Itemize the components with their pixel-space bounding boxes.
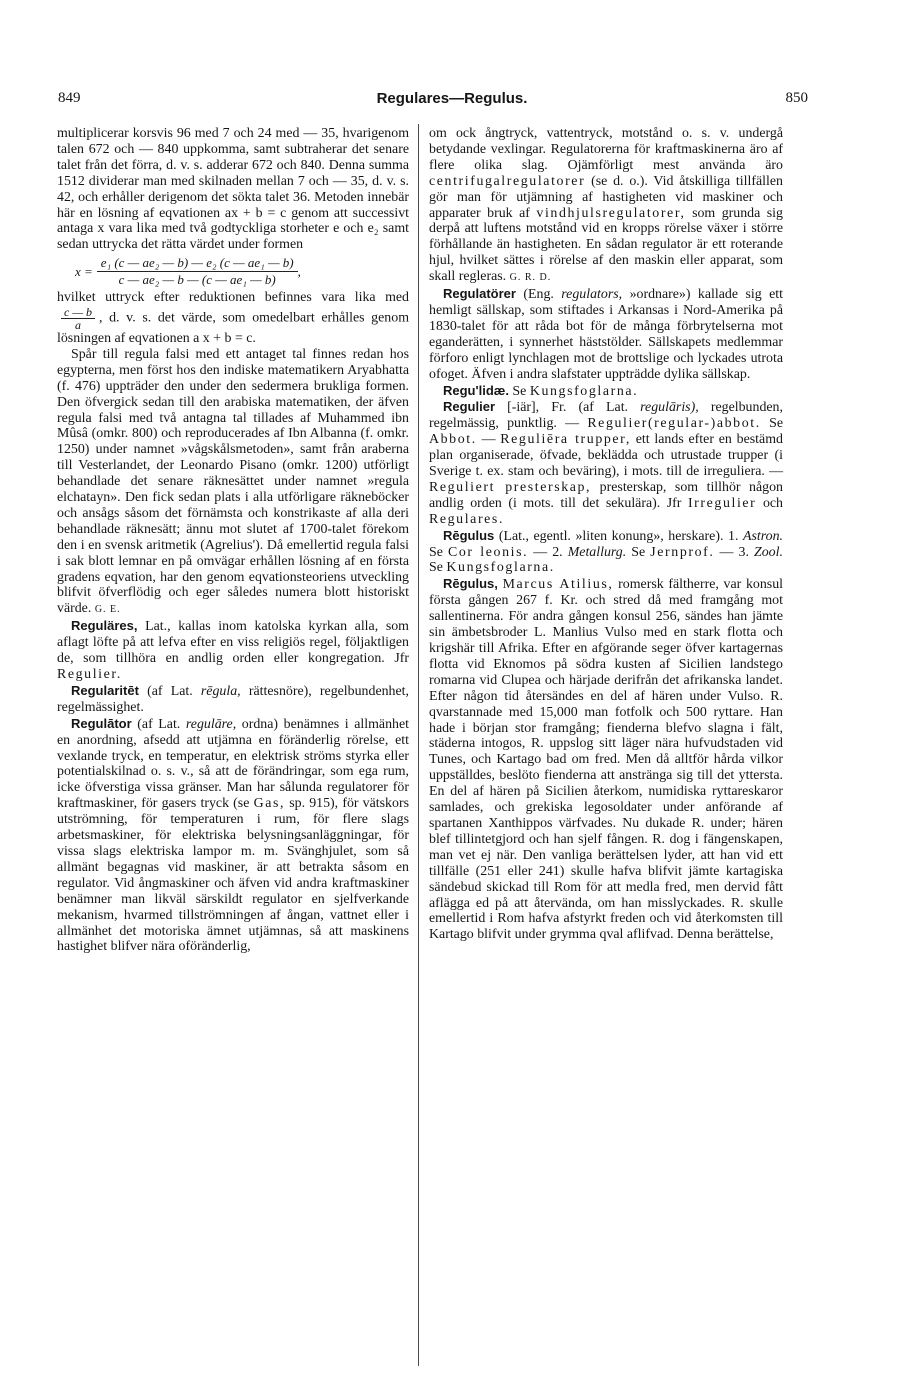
spaced-term: Reguliēra trupper,	[500, 432, 631, 448]
entry-text: Se	[429, 560, 443, 576]
latin-term: regulāris),	[640, 400, 699, 416]
spaced-term: Reguliert presterskap,	[429, 479, 592, 495]
regulator-continuation	[429, 126, 783, 286]
entry-text: och	[762, 495, 783, 511]
running-title: Regulares—Regulus.	[376, 90, 528, 107]
page-number-left: 849	[58, 90, 81, 106]
entry-text: sp. 915), för vätskors utströmning, för temperaturen i rum, för flere slags arbetsmaskiner, för elektriska belysningsanläggningar, för vissa slags elektriska lampor m. m. Svänghjulet, som så allmänt begagnas vid maskiner, är att betrakta såsom en regulator. Vid ångmaskiner och äfven vid andra kraftmaskiner benämner man likväl särskildt regulator en sjelfverkande mekanism, hvarmed tillströmningen af ångan, vattnet eller i allmänhet det motoriska ämnet utjämnas, så att maskinens hastighet blifver nära oföränderlig,	[57, 796, 409, 955]
entry-text: Se	[429, 544, 443, 560]
spaced-name: Marcus Atilius,	[502, 577, 614, 593]
entry-text: om ock ångtryck, vattentryck, motstånd o. s. v. undergå betydande vexlingar. Regulatorerna för kraftmaskinerna äro af flere olika slag. Ojämförligt mest använda äro	[429, 126, 783, 173]
author-signature: G. R. D.	[509, 272, 552, 284]
spaced-term: Regulier(regular-)abbot.	[587, 416, 761, 432]
formula-fraction	[97, 255, 298, 288]
entry-text: (af Lat.	[147, 683, 193, 699]
entry-regulier	[429, 399, 783, 527]
field-label: Astron.	[742, 528, 783, 544]
cross-reference: Irregulier	[687, 495, 757, 511]
latin-term: regulāre,	[185, 716, 237, 732]
headword: Reguläres,	[71, 618, 138, 634]
entry-text: Lat., kallas inom katolska kyrkan alla, som aflagt löfte på att lefva efter en viss religiös regel, följaktligen de, som tillhöra en andlig orden eller kongregation. Jfr	[57, 619, 409, 667]
entry-text: Se	[631, 544, 646, 560]
reduction-paragraph	[57, 290, 409, 347]
cross-reference: Gas,	[253, 796, 286, 812]
entry-regulares	[57, 618, 409, 683]
headword: Regulier	[443, 399, 496, 415]
entry-text: —	[481, 432, 496, 448]
entry-regulator	[57, 716, 409, 956]
entry-text: — 3.	[719, 544, 749, 560]
formula-lhs: x =	[75, 263, 93, 279]
inline-fraction	[61, 306, 95, 331]
entry-text: (Lat., egentl. »liten konung», herskare). 1.	[498, 528, 739, 544]
latin-term: rēgula,	[200, 683, 241, 699]
entry-text: presterskap, som tillhör någon andlig orden (i mots. till det sekulära). Jfr	[429, 479, 784, 511]
cross-reference: Cor leonis.	[447, 544, 529, 560]
headword: Regularitēt	[71, 682, 139, 698]
entry-text: rättesnöre), regelbundenhet, regelmässighet.	[57, 683, 410, 715]
cross-reference: Kungsfoglarna.	[529, 383, 639, 399]
reduction-text: hvilket uttryck efter reduktionen befinnes vara lika med	[57, 290, 409, 306]
entry-text: (se d. o.). Vid åtskilliga tillfällen gör man för utjämning af hastigheten vid maskiner och apparater bruk af	[429, 173, 783, 221]
field-label: Metallurg.	[567, 544, 627, 560]
history-paragraph	[57, 347, 409, 618]
cross-reference: Kungsfoglarna.	[446, 560, 555, 576]
inline-fraction-denominator: a	[75, 317, 81, 332]
column-divider	[418, 124, 419, 1366]
spaced-term: vindhjulsregulatorer,	[536, 205, 686, 221]
entry-text: regelbunden, regelmässig, punktlig. —	[429, 400, 783, 432]
page-number-right: 850	[785, 90, 808, 106]
entry-regulatorer	[429, 286, 783, 382]
entry-text: (Eng.	[523, 287, 554, 303]
cross-reference: Regulares.	[429, 511, 505, 527]
entry-text: som grunda sig derpå att luftens motstånd vid en kropps rörelse växer i större förhållande än hastigheten. En sådan regulator är ett roterande hjul, hvilket sättes i rörelse af den maskin eller apparat, som skall regleras.	[429, 205, 783, 285]
right-column	[429, 126, 783, 943]
cross-reference: Abbot.	[429, 432, 477, 448]
entry-text: Se	[512, 383, 527, 399]
entry-text: — 2.	[533, 544, 563, 560]
history-text: Spår till regula falsi med ett antaget tal finnes redan hos egypterna, men först hos den indiske matematikern Aryabhatta (f. 476) uppträder den under den sedermera brukliga formen. Den öfvergick sedan till den arabiska matematiken, der äfven regula falsi med två antagna tal tillades af Muhammed ibn Mûsâ (omkr. 800) och reproducerades af Ibn Albanna (f. omkr. 1250) under namnet »vågskålsmetoden», samt från araberna till Vesterlandet, der Leonardo Pisano (omkr. 1200) utförligt behandlade det senare räknesättet under namnet »regula elchatayn». Den fick sedan plats i alla utförligare räkneböcker och ansågs såsom det förnämsta och konstrikaste af alla deri behandlade räknesätt; ännu mot slutet af 1700-talet förekom den i en svensk aritmetik (Agrelius'). Då emellertid regula falsi i sak blott lemnar en på omvägar erhållen lösning af en första gradens eqvation, har den genom eqvationsteoriens utveckling blifvit öfverflödig och eger således numera blott historiskt värde.	[57, 346, 409, 617]
formula	[75, 255, 409, 288]
cross-reference: Jernprof.	[650, 544, 715, 560]
formula-numerator: e₁ (c — ae₂ — b) — e₂ (c — ae₁ — b)	[97, 255, 298, 272]
entry-regulidae	[429, 383, 783, 400]
formula-denominator: c — ae₂ — b — (c — ae₁ — b)	[118, 272, 276, 288]
entry-text: »ordnare») kallade sig ett hemligt sällskap, som stiftades i Arkansas i Nord-Amerika på 1830-talet för att råda bot för de många förbrytelserna mot eganderätten, i synnerhet häststölder. Sällskapets medlemmar förforo enligt lynchlagen mot de brottslige och lyckades utrota ofoget. Äfven i andra slafstater uppträdde dylika sällskap.	[429, 287, 783, 382]
page-header	[0, 90, 904, 112]
headword: Rēgulus	[443, 527, 495, 543]
entry-regulus	[429, 528, 783, 577]
field-label: Zool.	[754, 544, 783, 560]
english-term: regulators,	[561, 287, 623, 303]
headword: Rēgulus,	[443, 576, 498, 592]
entry-text: (af Lat.	[137, 716, 181, 732]
entry-text: ordna) benämnes i allmänhet en anordning, afsedd att utjämna en föränderlig rörelse, ett vexlande tryck, en temperatur, en elektrisk ströms styrka eller potentialskilnad o. s. v., så att de förändringar, som ega rum, icke öfverstiga vissa gränser. Man har sålunda regulatorer för kraftmaskiner, för gasers tryck (se	[57, 716, 409, 812]
entry-regularitet	[57, 683, 409, 716]
headword: Regulatörer	[443, 286, 516, 302]
headword: Regulātor	[71, 715, 132, 731]
formula-comma: ,	[297, 263, 301, 279]
spaced-term: centrifugalregulatorer	[429, 173, 586, 189]
left-column	[57, 126, 409, 955]
entry-text: [-iär], Fr. (af Lat.	[507, 400, 629, 416]
inline-fraction-numerator: c — b	[61, 306, 95, 319]
cross-reference: Regulier.	[57, 667, 122, 682]
author-signature: G. E.	[94, 604, 121, 616]
entry-text: Se	[769, 416, 783, 432]
entry-regulus-marcus	[429, 576, 783, 943]
entry-text: romersk fältherre, var konsul första gången 267 f. Kr. och stred då med framgång mot sallentinerna. För andra gången konsul 256, sändes han jämte sin ämbetsbroder L. Manlius Vulso med en stark flotta och krigshär till Afrika. Efter en afgörande seger öfver kartagernas flotta vid Eknomos på södra kusten af Sicilien landstego romarna vid Clupea och härjade derifrån det afrikanska landet. Efter någon tid återsändes en del af hären under Vulso. R. qvarstannade med 15,000 man fotfolk och 500 ryttare. Han hade i början stor framgång; fienderna blefvo slagna i fält, städerna intogos, R. uppslog sitt läger nära hufvudstaden vid Tunes, och Kartago bad om fred. Men då alltför hårda vilkor uppställdes, beslöto fienderna att anstränga sig till det yttersta. En del af hären på Sicilien återkom, numidiska ryttareskaror samlades, och grekiska legosoldater under anförande af spartanen Xanthippos värfvades. Nu dukade R. under; hären blef tillintetgjord och han sjelf fången. R. dog i fängenskapen, man vet ej när. Den vanliga berättelsen lyder, att han vid ett tillfälle (251 eller 241) skulle hafva blifvit jämte kartagiska sändebud skickad till Rom för att medla fred, men dervid fått aflägga ed på att återvända, om han misslyckades. R. skulle emellertid i Rom hafva afstyrkt freden och vid återkomsten till Kartago blifvit under grymma qval aflifvad. Denna berättelse,	[429, 577, 784, 943]
regula-falsi-continuation: multiplicerar korsvis 96 med 7 och 24 med — 35, hvarigenom talen 672 och — 840 uppkomma, samt subtraherar det senare talet från det förra, d. v. s. adderar 672 och 840. Denna summa 1512 dividerar man med skilnaden mellan 7 och — 35, d. v. s. 42, och erhåller derigenom det sökta talet 36. Metoden innebär här en lösning af eqvationen ax + b = c genom att successivt antaga x vara lika med två godtyckliga storheter e och e₂ samt sedan uttrycka det rätta värdet under formen	[57, 126, 409, 253]
reduction-text-end: , d. v. s. det värde, som omedelbart erhålles genom lösningen af eqvationen a x + b = c.	[57, 310, 409, 346]
entry-text: ett lands efter en bestämd plan organiserade, öfvade, beklädda och utrustade trupper (i Sverige t. ex. stam och beväring), i mots. till de irreguliera. —	[429, 432, 783, 480]
headword: Regu'lidæ.	[443, 382, 509, 398]
